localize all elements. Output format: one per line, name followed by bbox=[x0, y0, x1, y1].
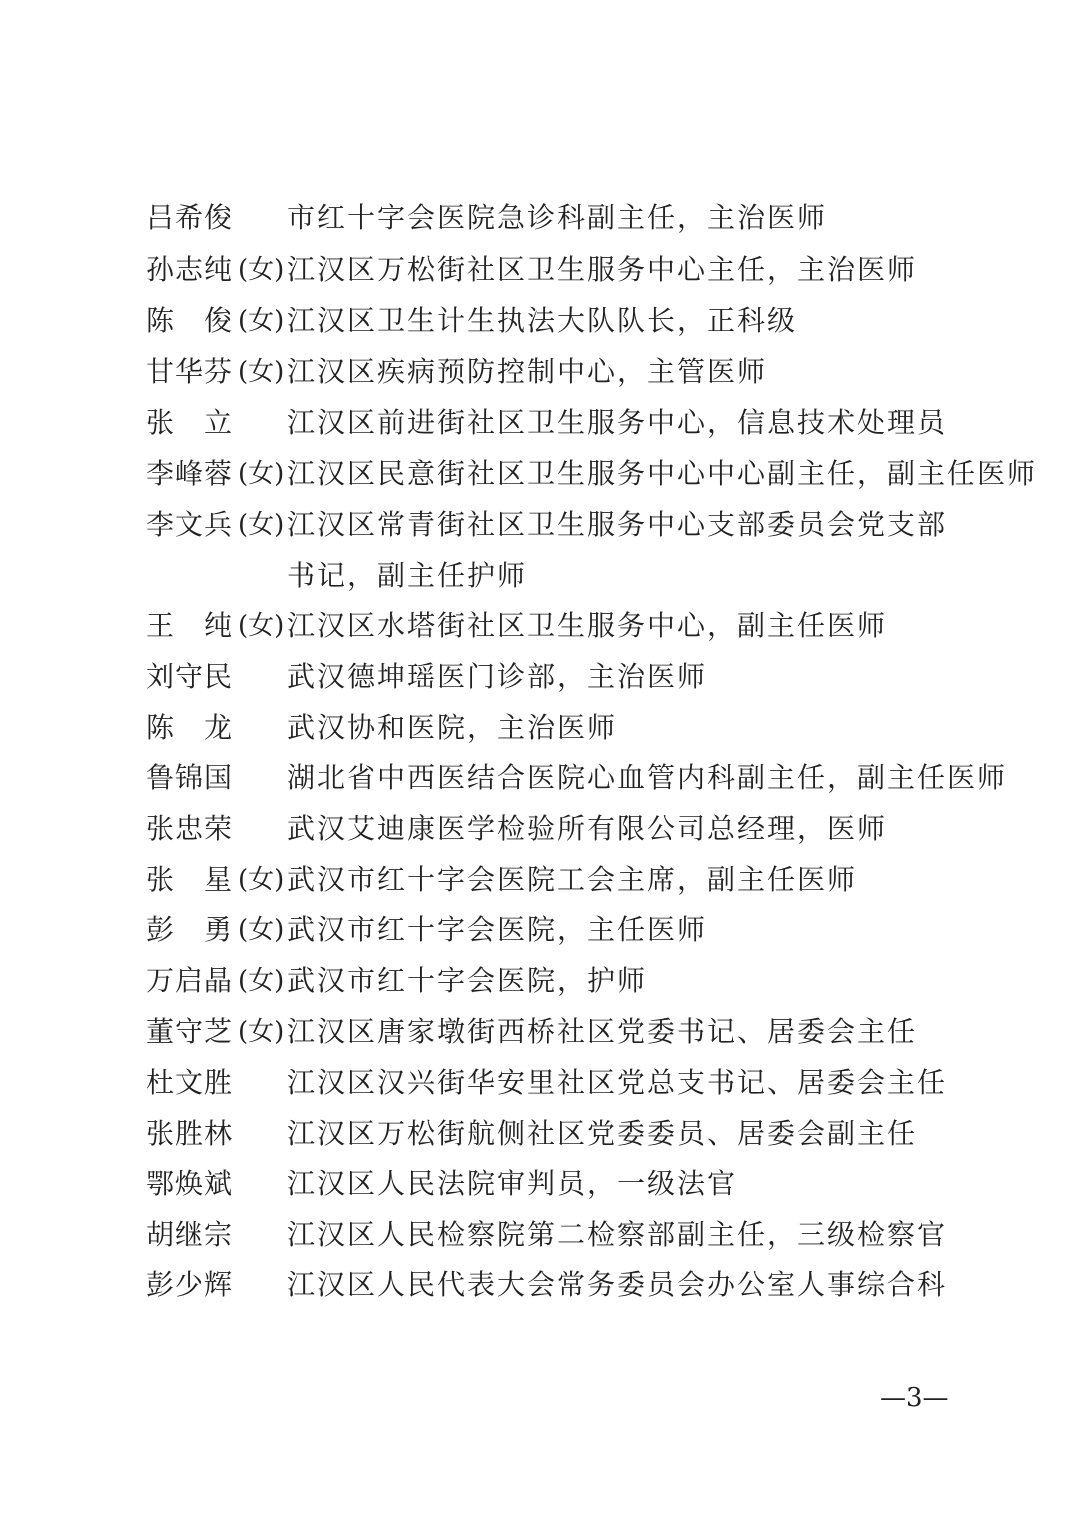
position-description: 武汉市红十字会医院，主任医师 bbox=[287, 913, 708, 946]
position-description: 武汉艾迪康医学检验所有限公司总经理，医师 bbox=[287, 812, 888, 845]
list-item bbox=[0, 1159, 1080, 1209]
person-name: 鲁锦国 bbox=[146, 761, 234, 794]
list-item bbox=[0, 500, 1080, 592]
gender-mark: (女) bbox=[238, 357, 285, 387]
list-item bbox=[0, 296, 1080, 346]
position-description: 江汉区水塔街社区卫生服务中心，副主任医师 bbox=[287, 609, 888, 642]
list-item bbox=[0, 855, 1080, 905]
gender-mark: (女) bbox=[238, 611, 285, 641]
list-item bbox=[0, 1058, 1080, 1108]
position-description: 江汉区人民代表大会常务委员会办公室人事综合科 bbox=[287, 1268, 948, 1301]
position-description: 市红十字会医院急诊科副主任，主治医师 bbox=[287, 201, 828, 234]
person-name: 张胜林 bbox=[146, 1117, 234, 1150]
position-description: 江汉区万松街社区卫生服务中心主任，主治医师 bbox=[287, 253, 918, 286]
position-description: 江汉区万松街航侧社区党委委员、居委会副主任 bbox=[287, 1117, 918, 1150]
person-name: 李文兵 bbox=[146, 508, 234, 541]
position-description: 江汉区人民检察院第二检察部副主任，三级检察官 bbox=[287, 1218, 948, 1251]
person-name: 杜文胜 bbox=[146, 1066, 234, 1099]
list-item bbox=[0, 245, 1080, 295]
person-name: 张 立 bbox=[146, 406, 234, 439]
list-item bbox=[0, 193, 1080, 243]
list-item bbox=[0, 1210, 1080, 1260]
position-description: 湖北省中西医结合医院心血管内科副主任，副主任医师 bbox=[287, 761, 1008, 794]
position-description: 江汉区汉兴街华安里社区党总支书记、居委会主任 bbox=[287, 1066, 948, 1099]
person-name: 万启晶 bbox=[146, 964, 234, 997]
person-name: 董守芝 bbox=[146, 1015, 234, 1048]
list-item bbox=[0, 1260, 1080, 1310]
gender-mark: (女) bbox=[238, 966, 285, 996]
gender-mark: (女) bbox=[238, 915, 285, 945]
person-name: 孙志纯 bbox=[146, 253, 234, 286]
list-item bbox=[0, 347, 1080, 397]
list-item bbox=[0, 601, 1080, 651]
gender-mark: (女) bbox=[238, 459, 285, 489]
list-item bbox=[0, 703, 1080, 753]
position-description: 武汉市红十字会医院工会主席，副主任医师 bbox=[287, 863, 858, 896]
list-item bbox=[0, 652, 1080, 702]
position-description: 武汉协和医院，主治医师 bbox=[287, 711, 618, 744]
person-name: 鄂焕斌 bbox=[146, 1167, 234, 1200]
person-name: 李峰蓉 bbox=[146, 457, 234, 490]
person-name: 陈 俊 bbox=[146, 304, 234, 337]
list-item bbox=[0, 449, 1080, 499]
person-name: 陈 龙 bbox=[146, 711, 234, 744]
gender-mark: (女) bbox=[238, 510, 285, 540]
person-name: 吕希俊 bbox=[146, 201, 234, 234]
gender-mark: (女) bbox=[238, 306, 285, 336]
position-description: 江汉区民意街社区卫生服务中心中心副主任，副主任医师 bbox=[287, 457, 1038, 490]
page-number: —3— bbox=[880, 1383, 949, 1413]
gender-mark: (女) bbox=[238, 865, 285, 895]
person-name: 王 纯 bbox=[146, 609, 234, 642]
position-description: 江汉区唐家墩街西桥社区党委书记、居委会主任 bbox=[287, 1015, 918, 1048]
position-description-continued: 书记，副主任护师 bbox=[287, 559, 528, 592]
list-item bbox=[0, 956, 1080, 1006]
person-name: 胡继宗 bbox=[146, 1218, 234, 1251]
gender-mark: (女) bbox=[238, 1017, 285, 1047]
person-name: 彭 勇 bbox=[146, 913, 234, 946]
person-name: 彭少辉 bbox=[146, 1268, 234, 1301]
position-description: 江汉区常青街社区卫生服务中心支部委员会党支部 bbox=[287, 508, 948, 541]
list-item bbox=[0, 804, 1080, 854]
position-description: 江汉区人民法院审判员，一级法官 bbox=[287, 1167, 738, 1200]
list-item bbox=[0, 1109, 1080, 1159]
position-description: 武汉市红十字会医院，护师 bbox=[287, 964, 648, 997]
person-name: 甘华芬 bbox=[146, 355, 234, 388]
gender-mark: (女) bbox=[238, 255, 285, 285]
list-item bbox=[0, 1007, 1080, 1057]
position-description: 武汉德坤瑶医门诊部，主治医师 bbox=[287, 660, 708, 693]
position-description: 江汉区卫生计生执法大队队长，正科级 bbox=[287, 304, 798, 337]
position-description: 江汉区疾病预防控制中心，主管医师 bbox=[287, 355, 768, 388]
person-name: 张忠荣 bbox=[146, 812, 234, 845]
person-name: 张 星 bbox=[146, 863, 234, 896]
position-description: 江汉区前进街社区卫生服务中心，信息技术处理员 bbox=[287, 406, 948, 439]
person-name: 刘守民 bbox=[146, 660, 234, 693]
list-item bbox=[0, 905, 1080, 955]
list-item bbox=[0, 753, 1080, 803]
list-item bbox=[0, 398, 1080, 448]
